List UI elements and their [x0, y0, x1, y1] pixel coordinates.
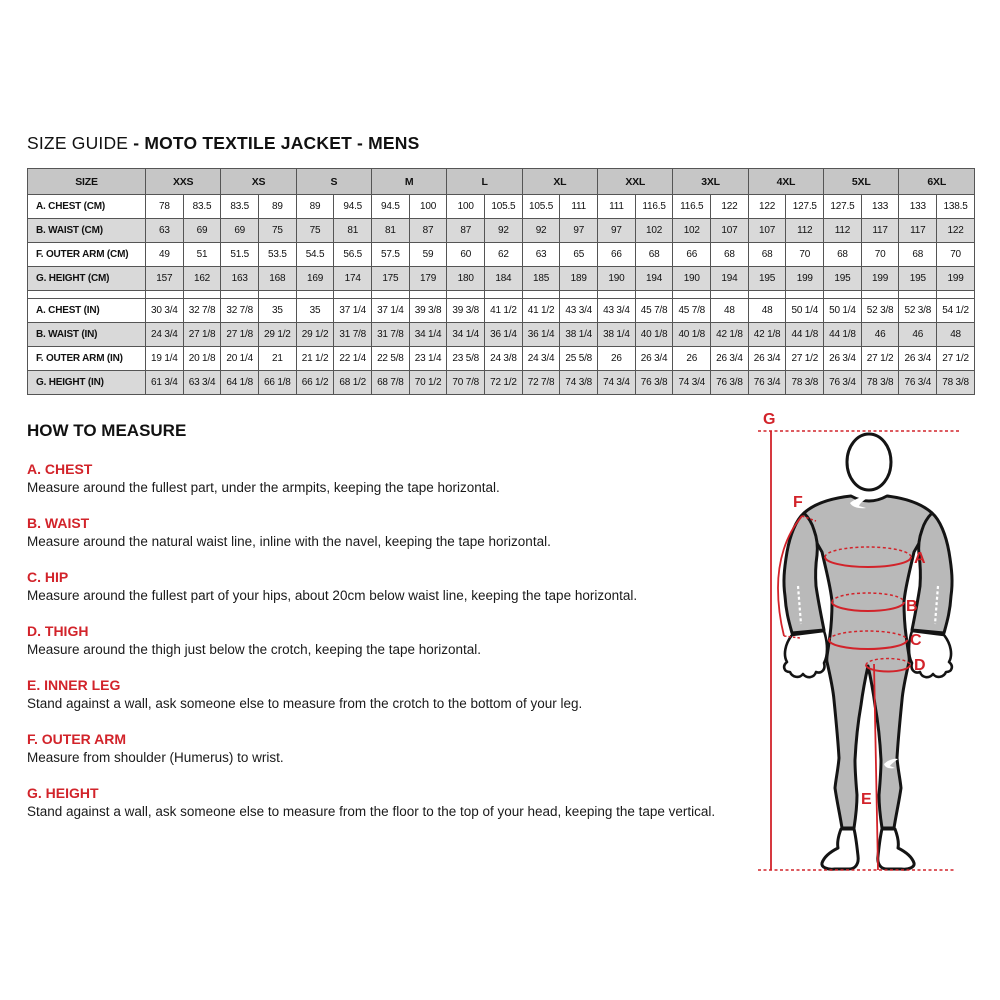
size-value-cell: 25 5/8 [560, 347, 598, 371]
size-value-cell: 184 [485, 267, 523, 291]
row-label: A. CHEST (CM) [28, 195, 146, 219]
table-row [28, 299, 975, 323]
measure-item-label: E. INNER LEG [27, 677, 121, 693]
size-value-cell: 68 [711, 243, 749, 267]
size-value-cell: 37 1/4 [372, 299, 410, 323]
size-value-cell: 43 3/4 [560, 299, 598, 323]
size-value-cell: 26 3/4 [635, 347, 673, 371]
size-value-cell: 45 7/8 [635, 299, 673, 323]
size-column-header: 5XL [824, 169, 899, 195]
size-value-cell: 45 7/8 [673, 299, 711, 323]
size-value-cell: 26 [673, 347, 711, 371]
size-value-cell: 117 [861, 219, 899, 243]
size-value-cell: 65 [560, 243, 598, 267]
size-value-cell: 38 1/4 [560, 323, 598, 347]
measure-item [27, 623, 751, 657]
size-value-cell: 68 [824, 243, 862, 267]
size-value-cell: 89 [259, 195, 297, 219]
size-value-cell: 190 [673, 267, 711, 291]
figure-label-hip: C [910, 632, 922, 649]
figure-label-waist: B [906, 598, 918, 615]
size-value-cell: 185 [522, 267, 560, 291]
size-value-cell: 31 7/8 [372, 323, 410, 347]
size-value-cell: 76 3/4 [899, 371, 937, 395]
size-value-cell: 48 [748, 299, 786, 323]
size-value-cell: 26 3/4 [748, 347, 786, 371]
figure-label-outer-arm: F [793, 494, 803, 511]
size-value-cell: 102 [635, 219, 673, 243]
measure-item [27, 785, 751, 819]
right-sock [878, 829, 914, 869]
size-value-cell: 157 [146, 267, 184, 291]
table-row [28, 371, 975, 395]
head [847, 434, 891, 490]
size-value-cell: 78 3/8 [861, 371, 899, 395]
size-value-cell: 174 [334, 267, 372, 291]
size-value-cell: 30 3/4 [146, 299, 184, 323]
size-value-cell: 179 [409, 267, 447, 291]
size-value-cell: 34 1/4 [447, 323, 485, 347]
row-label: G. HEIGHT (IN) [28, 371, 146, 395]
size-value-cell: 195 [748, 267, 786, 291]
page-title-prefix: SIZE GUIDE [27, 133, 129, 153]
size-value-cell: 27 1/2 [786, 347, 824, 371]
size-value-cell: 53.5 [259, 243, 297, 267]
size-value-cell: 42 1/8 [711, 323, 749, 347]
size-value-cell: 27 1/2 [861, 347, 899, 371]
size-value-cell: 112 [786, 219, 824, 243]
size-value-cell: 59 [409, 243, 447, 267]
size-value-cell: 27 1/8 [183, 323, 221, 347]
measure-item-text: Measure around the thigh just below the crotch, keeping the tape horizontal. [27, 642, 482, 657]
figure-label-thigh: D [914, 657, 926, 674]
size-column-header: 6XL [899, 169, 975, 195]
measure-item-text: Measure around the fullest part of your hips, about 20cm below waist line, keeping the tape horizontal. [27, 588, 638, 603]
size-value-cell: 133 [899, 195, 937, 219]
size-value-cell: 43 3/4 [598, 299, 636, 323]
size-column-header: XS [221, 169, 296, 195]
size-column-header: XXS [146, 169, 221, 195]
measure-item-label: C. HIP [27, 569, 69, 585]
measurement-figure [738, 400, 996, 910]
size-value-cell: 44 1/8 [786, 323, 824, 347]
size-column-header: XL [522, 169, 597, 195]
figure-label-chest: A [914, 550, 926, 567]
size-value-cell: 46 [861, 323, 899, 347]
size-column-header: 3XL [673, 169, 748, 195]
size-value-cell: 34 1/4 [409, 323, 447, 347]
size-value-cell: 163 [221, 267, 259, 291]
size-value-cell: 162 [183, 267, 221, 291]
measure-item [27, 461, 751, 495]
size-value-cell: 31 7/8 [334, 323, 372, 347]
size-value-cell: 66 1/8 [259, 371, 297, 395]
size-value-cell: 68 [748, 243, 786, 267]
table-row [28, 195, 975, 219]
size-value-cell: 194 [711, 267, 749, 291]
size-value-cell: 26 3/4 [824, 347, 862, 371]
size-value-cell: 83.5 [221, 195, 259, 219]
size-value-cell: 75 [259, 219, 297, 243]
size-value-cell: 89 [296, 195, 334, 219]
size-value-cell: 195 [824, 267, 862, 291]
size-value-cell: 48 [937, 323, 975, 347]
size-column-header: 4XL [748, 169, 823, 195]
size-value-cell: 87 [447, 219, 485, 243]
how-to-measure-heading: HOW TO MEASURE [27, 421, 187, 440]
size-value-cell: 83.5 [183, 195, 221, 219]
row-label: B. WAIST (IN) [28, 323, 146, 347]
measure-item [27, 731, 751, 765]
size-value-cell: 112 [824, 219, 862, 243]
table-header-row [28, 169, 975, 195]
size-value-cell: 68 1/2 [334, 371, 372, 395]
size-value-cell: 39 3/8 [409, 299, 447, 323]
size-value-cell: 189 [560, 267, 598, 291]
table-row [28, 347, 975, 371]
measure-item-label: A. CHEST [27, 461, 93, 477]
size-value-cell: 111 [560, 195, 598, 219]
size-value-cell: 49 [146, 243, 184, 267]
measure-item-label: F. OUTER ARM [27, 731, 127, 747]
size-value-cell: 54.5 [296, 243, 334, 267]
size-value-cell: 52 3/8 [861, 299, 899, 323]
size-value-cell: 39 3/8 [447, 299, 485, 323]
size-value-cell: 94.5 [334, 195, 372, 219]
size-corner-header: SIZE [28, 169, 146, 195]
row-label: F. OUTER ARM (CM) [28, 243, 146, 267]
size-value-cell: 60 [447, 243, 485, 267]
measure-item-label: G. HEIGHT [27, 785, 99, 801]
size-value-cell: 97 [598, 219, 636, 243]
size-value-cell: 62 [485, 243, 523, 267]
size-value-cell: 138.5 [937, 195, 975, 219]
size-value-cell: 127.5 [824, 195, 862, 219]
size-value-cell: 46 [899, 323, 937, 347]
size-value-cell: 70 [937, 243, 975, 267]
size-value-cell: 56.5 [334, 243, 372, 267]
measure-item-text: Stand against a wall, ask someone else to measure from the floor to the top of your head, keeping the tape vertical. [27, 804, 716, 819]
size-value-cell: 199 [786, 267, 824, 291]
size-value-cell: 133 [861, 195, 899, 219]
table-row [28, 243, 975, 267]
size-value-cell: 169 [296, 267, 334, 291]
measure-item-text: Measure around the natural waist line, inline with the navel, keeping the tape horizontal. [27, 534, 551, 549]
size-value-cell: 63 [522, 243, 560, 267]
size-value-cell: 32 7/8 [221, 299, 259, 323]
size-value-cell: 26 3/4 [899, 347, 937, 371]
row-label: B. WAIST (CM) [28, 219, 146, 243]
measure-item-label: B. WAIST [27, 515, 90, 531]
size-value-cell: 105.5 [522, 195, 560, 219]
size-value-cell: 195 [899, 267, 937, 291]
size-value-cell: 74 3/8 [560, 371, 598, 395]
size-value-cell: 24 3/4 [146, 323, 184, 347]
size-value-cell: 38 1/4 [598, 323, 636, 347]
size-value-cell: 81 [334, 219, 372, 243]
size-value-cell: 50 1/4 [786, 299, 824, 323]
size-value-cell: 76 3/4 [748, 371, 786, 395]
size-value-cell: 22 1/4 [334, 347, 372, 371]
size-value-cell: 122 [937, 219, 975, 243]
size-value-cell: 22 5/8 [372, 347, 410, 371]
measure-item-text: Measure around the fullest part, under the armpits, keeping the tape horizontal. [27, 480, 500, 495]
size-value-cell: 66 [598, 243, 636, 267]
figure-label-height: G [763, 411, 776, 428]
size-value-cell: 63 [146, 219, 184, 243]
size-value-cell: 78 [146, 195, 184, 219]
size-value-cell: 76 3/8 [635, 371, 673, 395]
size-value-cell: 61 3/4 [146, 371, 184, 395]
size-value-cell: 21 [259, 347, 297, 371]
size-value-cell: 41 1/2 [522, 299, 560, 323]
size-value-cell: 64 1/8 [221, 371, 259, 395]
size-value-cell: 122 [711, 195, 749, 219]
size-value-cell: 40 1/8 [673, 323, 711, 347]
size-value-cell: 26 3/4 [711, 347, 749, 371]
size-value-cell: 111 [598, 195, 636, 219]
size-value-cell: 69 [183, 219, 221, 243]
size-value-cell: 190 [598, 267, 636, 291]
size-value-cell: 102 [673, 219, 711, 243]
how-to-measure-section [27, 421, 751, 819]
size-value-cell: 40 1/8 [635, 323, 673, 347]
row-label: G. HEIGHT (CM) [28, 267, 146, 291]
size-value-cell: 41 1/2 [485, 299, 523, 323]
size-value-cell: 76 3/8 [711, 371, 749, 395]
size-column-header: S [296, 169, 371, 195]
size-value-cell: 180 [447, 267, 485, 291]
size-value-cell: 78 3/8 [937, 371, 975, 395]
size-value-cell: 19 1/4 [146, 347, 184, 371]
size-value-cell: 78 3/8 [786, 371, 824, 395]
size-value-cell: 27 1/8 [221, 323, 259, 347]
size-value-cell: 57.5 [372, 243, 410, 267]
size-value-cell: 75 [296, 219, 334, 243]
measure-item-text: Stand against a wall, ask someone else to measure from the crotch to the bottom of your leg. [27, 696, 583, 711]
size-value-cell: 94.5 [372, 195, 410, 219]
size-value-cell: 68 7/8 [372, 371, 410, 395]
measure-item [27, 515, 751, 549]
size-value-cell: 107 [711, 219, 749, 243]
size-value-cell: 20 1/8 [183, 347, 221, 371]
size-value-cell: 48 [711, 299, 749, 323]
size-value-cell: 32 7/8 [183, 299, 221, 323]
table-spacer-row [28, 291, 975, 299]
size-value-cell: 66 1/2 [296, 371, 334, 395]
size-column-header: M [372, 169, 447, 195]
row-label: A. CHEST (IN) [28, 299, 146, 323]
table-row [28, 323, 975, 347]
size-value-cell: 199 [861, 267, 899, 291]
size-value-cell: 69 [221, 219, 259, 243]
size-value-cell: 117 [899, 219, 937, 243]
size-value-cell: 27 1/2 [937, 347, 975, 371]
size-value-cell: 44 1/8 [824, 323, 862, 347]
table-row [28, 267, 975, 291]
size-value-cell: 29 1/2 [296, 323, 334, 347]
size-value-cell: 21 1/2 [296, 347, 334, 371]
size-value-cell: 35 [296, 299, 334, 323]
size-value-cell: 127.5 [786, 195, 824, 219]
size-value-cell: 36 1/4 [522, 323, 560, 347]
size-value-cell: 168 [259, 267, 297, 291]
size-table [27, 168, 975, 395]
size-column-header: L [447, 169, 522, 195]
size-value-cell: 70 1/2 [409, 371, 447, 395]
page-title-emphasis: - MOTO TEXTILE JACKET - MENS [133, 133, 420, 153]
size-value-cell: 26 [598, 347, 636, 371]
measure-item-text: Measure from shoulder (Humerus) to wrist. [27, 750, 284, 765]
size-value-cell: 81 [372, 219, 410, 243]
size-value-cell: 29 1/2 [259, 323, 297, 347]
size-value-cell: 70 7/8 [447, 371, 485, 395]
size-value-cell: 24 3/8 [485, 347, 523, 371]
size-value-cell: 100 [447, 195, 485, 219]
measure-item [27, 677, 751, 711]
size-value-cell: 23 5/8 [447, 347, 485, 371]
size-value-cell: 105.5 [485, 195, 523, 219]
table-row [28, 219, 975, 243]
size-value-cell: 107 [748, 219, 786, 243]
size-value-cell: 51.5 [221, 243, 259, 267]
body-figure-svg [738, 400, 996, 910]
size-value-cell: 24 3/4 [522, 347, 560, 371]
size-value-cell: 72 1/2 [485, 371, 523, 395]
size-value-cell: 63 3/4 [183, 371, 221, 395]
left-glove [784, 631, 827, 677]
size-value-cell: 66 [673, 243, 711, 267]
page-title [27, 133, 975, 154]
size-value-cell: 74 3/4 [598, 371, 636, 395]
size-value-cell: 100 [409, 195, 447, 219]
figure-label-inner-leg: E [861, 791, 872, 808]
size-value-cell: 74 3/4 [673, 371, 711, 395]
size-value-cell: 70 [786, 243, 824, 267]
size-value-cell: 97 [560, 219, 598, 243]
size-value-cell: 76 3/4 [824, 371, 862, 395]
size-value-cell: 51 [183, 243, 221, 267]
size-value-cell: 36 1/4 [485, 323, 523, 347]
size-value-cell: 68 [635, 243, 673, 267]
measure-item-label: D. THIGH [27, 623, 89, 639]
size-value-cell: 175 [372, 267, 410, 291]
size-value-cell: 92 [485, 219, 523, 243]
size-value-cell: 199 [937, 267, 975, 291]
size-value-cell: 42 1/8 [748, 323, 786, 347]
size-value-cell: 87 [409, 219, 447, 243]
size-value-cell: 194 [635, 267, 673, 291]
size-value-cell: 116.5 [673, 195, 711, 219]
size-value-cell: 20 1/4 [221, 347, 259, 371]
size-value-cell: 35 [259, 299, 297, 323]
size-value-cell: 37 1/4 [334, 299, 372, 323]
measure-item [27, 569, 751, 603]
row-label: F. OUTER ARM (IN) [28, 347, 146, 371]
measure-items [27, 461, 751, 819]
size-value-cell: 68 [899, 243, 937, 267]
size-value-cell: 122 [748, 195, 786, 219]
size-value-cell: 116.5 [635, 195, 673, 219]
size-column-header: XXL [598, 169, 673, 195]
size-value-cell: 72 7/8 [522, 371, 560, 395]
size-value-cell: 23 1/4 [409, 347, 447, 371]
size-value-cell: 52 3/8 [899, 299, 937, 323]
size-value-cell: 54 1/2 [937, 299, 975, 323]
size-value-cell: 70 [861, 243, 899, 267]
size-value-cell: 50 1/4 [824, 299, 862, 323]
size-value-cell: 92 [522, 219, 560, 243]
left-sock [822, 829, 858, 869]
